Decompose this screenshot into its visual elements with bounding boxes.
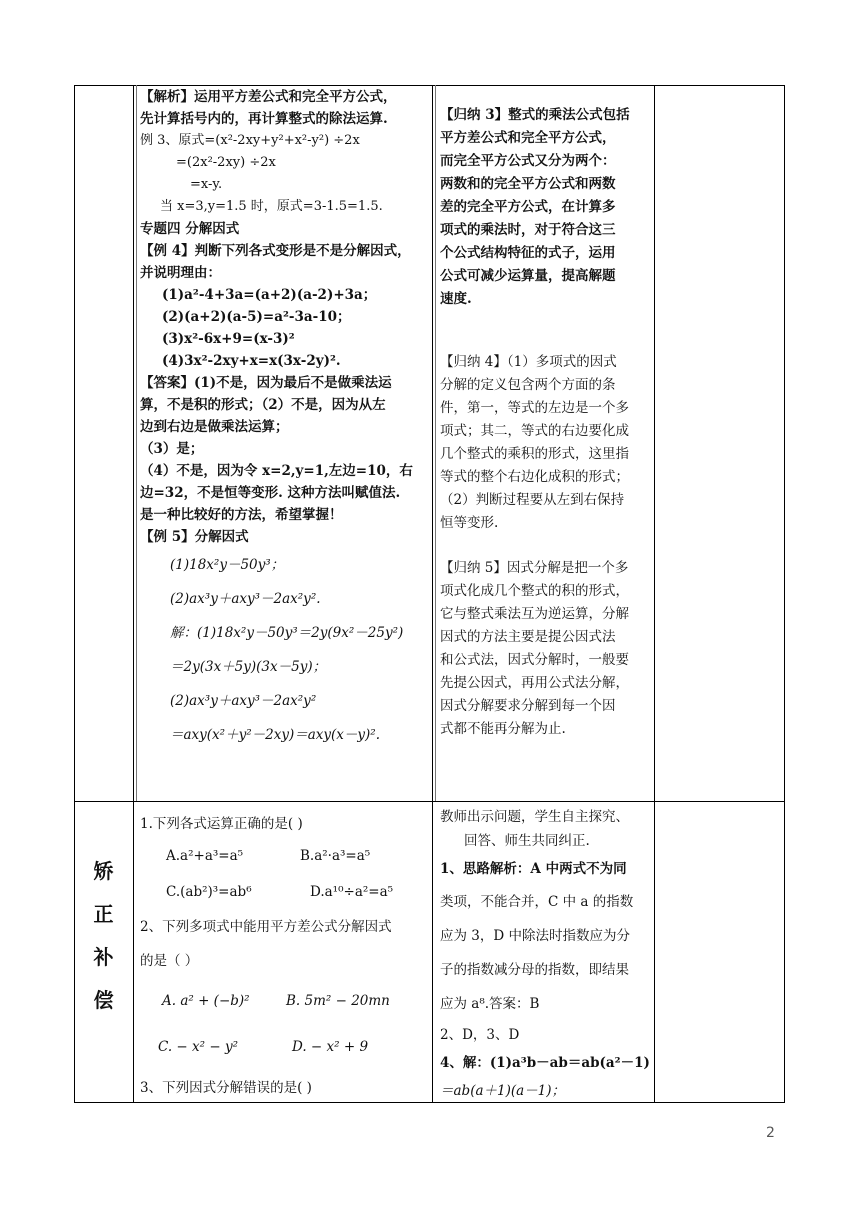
example4-line: 并说明理由： [140,265,221,281]
option-a: A.a²+a³=a⁵ [166,848,244,864]
table-row-divider [74,801,785,802]
summary5-line: 式都不能再分解为止. [440,721,566,737]
example3-line: =x-y. [190,177,223,192]
summary3-line: 公式可减少运算量，提高解题 [440,268,616,284]
summary5-line: 它与整式乘法互为逆运算，分解 [440,606,629,622]
summary3-line: 项式的乘法时，对于符合这三 [440,222,616,238]
solution-line: ＝2y(3x＋5y)(3x－5y)； [170,659,327,675]
example3-line: =(2x²-2xy) ÷2x [176,155,276,170]
summary5-line: 项式化成几个整式的积的形式， [440,583,629,599]
summary4-line: 【归纳 4】（1）多项式的因式 [440,354,617,370]
answer-line: 【答案】(1)不是，因为最后不是做乘法运 [140,375,392,391]
answer-line: （3）是； [140,441,204,457]
solution-line: 解：(1)18x²y－50y³＝2y(9x²－25y²) [170,625,404,641]
example4-item: (3)x²-6x+9=(x-3)² [162,331,295,347]
solution-line: ＝axy(x²＋y²－2xy)＝axy(x－y)². [170,727,380,743]
summary3-line: 个公式结构特征的式子，运用 [440,245,616,261]
question-1-options-ab [140,838,430,874]
hint-line: 类项，不能合并，C 中 a 的指数 [440,894,634,910]
option-b: B. 5m² − 20mn [286,993,390,1009]
summary3-line: 两数和的完全平方公式和两数 [440,176,616,192]
hint-line: 应为 a⁸.答案：B [440,996,540,1012]
summary4-line: 等式的整个右边化成积的形式； [440,469,629,485]
summary4-line: 件，第一，等式的左边是一个多 [440,400,629,416]
question-1: 1.下列各式运算正确的是( ) [140,816,303,832]
answer-line: 算，不是积的形式；（2）不是，因为从左 [140,397,386,413]
table-border-left [74,85,75,1102]
teaching-note: 回答、师生共同纠正. [464,833,590,849]
example3-line: 例 3、原式=(x²-2xy+y²+x²-y²) ÷2x [140,133,360,148]
page-number: 2 [766,1125,775,1141]
analysis-and-examples [140,86,430,752]
example3-line: 当 x=3,y=1.5 时，原式=3-1.5=1.5. [160,199,383,214]
option-c: C. − x² − y² [158,1039,238,1055]
answer-4-line: 4、解：(1)a³b－ab＝ab(a²－1) [440,1055,650,1071]
summary5-line: 因式分解要求分解到每一个因 [440,698,616,714]
solution-line: (2)ax³y＋axy³－2ax²y² [170,693,317,709]
analysis-line: 【解析】运用平方差公式和完全平方公式， [140,89,397,105]
option-a: A. a² + (−b)² [162,993,250,1009]
example5-item: (2)ax³y＋axy³－2ax²y². [170,591,321,607]
option-d: D.a¹⁰÷a²=a⁵ [310,884,394,900]
hint-line: 应为 3，D 中除法时指数应为分 [440,928,630,944]
example4-line: 【例 4】判断下列各式变形是不是分解因式， [140,243,411,259]
answers-2-3: 2、D，3、D [440,1027,520,1043]
section-label-char: 矫 [93,859,114,883]
question-3: 3、下列因式分解错误的是( ) [140,1080,312,1096]
answer-line: （4）不是，因为令 x=2,y=1,左边=10，右 [140,463,413,479]
answer-line: 边到右边是做乘法运算； [140,419,289,435]
example5-item: (1)18x²y－50y³； [170,557,285,573]
summary4-line: 几个整式的乘积的形式，这里指 [440,446,629,462]
summary4-line: 分解的定义包含两个方面的条 [440,377,616,393]
exercise-column [140,810,430,1106]
question-2-options-ab [140,978,430,1024]
question-2-options-cd [140,1024,430,1070]
section-label-char: 正 [93,902,114,926]
summary4-line: 项式；其二，等式的右边要化成 [440,423,629,439]
summary-column [440,86,650,741]
table-divider-2 [432,85,433,1102]
inner-left-rule [136,85,137,801]
question-2: 2、下列多项式中能用平方差公式分解因式 [140,919,392,935]
summary5-line: 先提公因式，再用公式法分解， [440,675,629,691]
section-label-char: 偿 [93,988,114,1012]
example4-item: (1)a²-4+3a=(a+2)(a-2)+3a； [162,287,377,303]
option-d: D. − x² + 9 [292,1039,369,1055]
answer-line: 边=32，不是恒等变形. 这种方法叫赋值法. [140,485,401,501]
summary3-line: 【归纳 3】整式的乘法公式包括 [440,107,630,123]
example4-item: (2)(a+2)(a-5)=a²-3a-10； [162,309,351,325]
section-label-char: 补 [93,945,114,969]
table-border-right [784,85,785,1102]
summary5-line: 因式的方法主要是提公因式法 [440,629,616,645]
table-divider-1 [133,85,134,1102]
summary5-line: 【归纳 5】因式分解是把一个多 [440,560,629,576]
example5-heading: 【例 5】分解因式 [140,529,249,545]
question-2: 的是（ ） [140,953,199,969]
topic-heading: 专题四 分解因式 [140,221,240,237]
option-c: C.(ab²)³=ab⁶ [166,884,252,900]
teaching-column [440,805,652,1105]
summary5-line: 和公式法，因式分解时，一般要 [440,652,629,668]
answer-4-line: ＝ab(a＋1)(a－1)； [440,1083,566,1099]
example4-item: (4)3x²-2xy+x=x(3x-2y)². [162,353,341,369]
teaching-note: 教师出示问题，学生自主探究、 [440,809,629,825]
hint-line: 子的指数减分母的指数，即结果 [440,962,629,978]
option-b: B.a²·a³=a⁵ [300,848,371,864]
answer-line: 是一种比较好的方法，希望掌握！ [140,507,343,523]
summary3-line: 而完全平方公式又分为两个： [440,153,616,169]
hint-line: 1、思路解析：A 中两式不为同 [440,861,627,877]
summary4-line: （2）判断过程要从左到右保持 [440,492,625,508]
inner-right-rule [435,85,436,801]
summary3-line: 速度. [440,291,472,307]
summary3-line: 平方差公式和完全平方公式， [440,130,616,146]
analysis-line: 先计算括号内的，再计算整式的除法运算. [140,111,388,127]
summary4-line: 恒等变形. [440,515,499,531]
question-1-options-cd [140,874,430,910]
table-divider-3 [654,85,655,1102]
summary3-line: 差的完全平方公式，在计算多 [440,199,616,215]
section-label [76,850,131,1022]
